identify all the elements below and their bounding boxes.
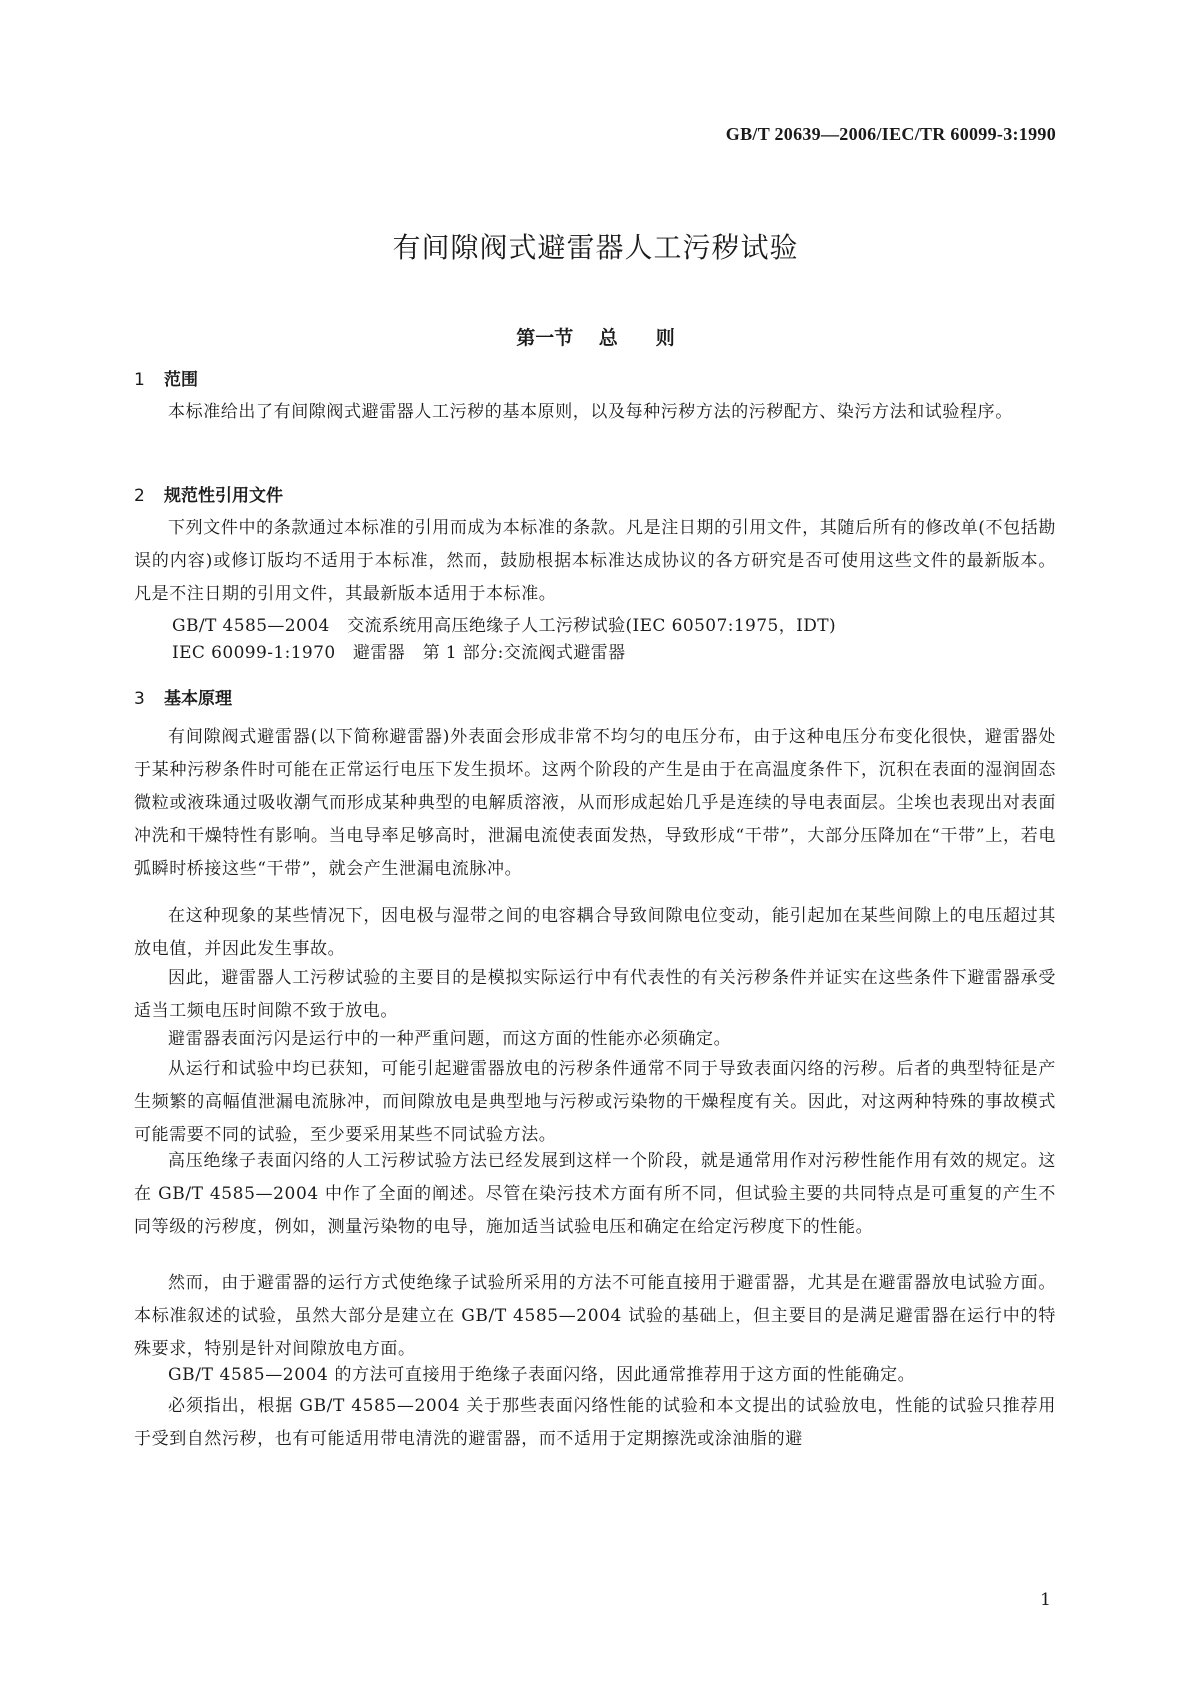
paragraph: GB/T 4585—2004 的方法可直接用于绝缘子表面闪络，因此通常推荐用于这方面的性能确定。 [168, 1365, 916, 1385]
paragraph: 必须指出，根据 GB/T 4585—2004 关于那些表面闪络性能的试验和本文提出的试验放电，性能的试验只推荐用于受到自然污秽，也有可能适用带电清洗的避雷器，而不适用于定期擦洗或涂油脂的避 [134, 1396, 1056, 1449]
reference-item: IEC 60099-1:1970 避雷器 第 1 部分:交流阀式避雷器 [172, 643, 626, 663]
paragraph: 本标准给出了有间隙阀式避雷器人工污秽的基本原则，以及每种污秽方法的污秽配方、染污方法和试验程序。 [168, 402, 1013, 422]
clause-title: 范围 [164, 370, 198, 390]
page-number: 1 [1040, 1590, 1051, 1610]
clause-number: 2 [134, 486, 145, 506]
document-title: 有间隙阀式避雷器人工污秽试验 [392, 231, 799, 264]
clause-heading-basic-principles [134, 684, 232, 709]
paragraph: 高压绝缘子表面闪络的人工污秽试验方法已经发展到这样一个阶段，就是通常用作对污秽性能作用有效的规定。这在 GB/T 4585—2004 中作了全面的阐述。尽管在染污技术方面有所不同，但试验主要的共同特点是可重复的产生不同等级的污秽度，例如，测量污染物的电导，施加适当试验电压和确定在给定污秽度下的性能。 [134, 1151, 1056, 1237]
clause-number: 1 [134, 370, 145, 390]
reference-item: GB/T 4585—2004 交流系统用高压绝缘子人工污秽试验(IEC 60507:1975，IDT) [172, 616, 837, 636]
clause-number: 3 [134, 689, 145, 709]
clause-heading-normative-references [134, 481, 283, 506]
paragraph: 然而，由于避雷器的运行方式使绝缘子试验所采用的方法不可能直接用于避雷器，尤其是在避雷器放电试验方面。本标准叙述的试验，虽然大部分是建立在 GB/T 4585—2004 试验的基础上，但主要目的是满足避雷器在运行中的特殊要求，特别是针对间隙放电方面。 [134, 1273, 1056, 1359]
paragraph: 有间隙阀式避雷器(以下简称避雷器)外表面会形成非常不均匀的电压分布，由于这种电压分布变化很快，避雷器处于某种污秽条件时可能在正常运行电压下发生损坏。这两个阶段的产生是由于在高温度条件下，沉积在表面的湿润固态微粒或液珠通过吸收潮气而形成某种典型的电解质溶液，从而形成起始几乎是连续的导电表面层。尘埃也表现出对表面冲洗和干燥特性有影响。当电导率足够高时，泄漏电流使表面发热，导致形成“干带”，大部分压降加在“干带”上，若电弧瞬时桥接这些“干带”，就会产生泄漏电流脉冲。 [134, 727, 1056, 879]
paragraph: 在这种现象的某些情况下，因电极与湿带之间的电容耦合导致间隙电位变动，能引起加在某些间隙上的电压超过其放电值，并因此发生事故。 [134, 906, 1056, 959]
section-heading: 第一节 总 则 [516, 327, 675, 349]
standard-number: GB/T 20639—2006/IEC/TR 60099-3:1990 [725, 124, 1056, 144]
clause-title: 规范性引用文件 [164, 486, 283, 506]
clause-heading-scope [134, 365, 198, 390]
paragraph: 下列文件中的条款通过本标准的引用而成为本标准的条款。凡是注日期的引用文件，其随后所有的修改单(不包括勘误的内容)或修订版均不适用于本标准，然而，鼓励根据本标准达成协议的各方研究是否可使用这些文件的最新版本。凡是不注日期的引用文件，其最新版本适用于本标准。 [134, 518, 1056, 604]
paragraph: 从运行和试验中均已获知，可能引起避雷器放电的污秽条件通常不同于导致表面闪络的污秽。后者的典型特征是产生频繁的高幅值泄漏电流脉冲，而间隙放电是典型地与污秽或污染物的干燥程度有关。因此，对这两种特殊的事故模式可能需要不同的试验，至少要采用某些不同试验方法。 [134, 1059, 1056, 1145]
paragraph: 避雷器表面污闪是运行中的一种严重问题，而这方面的性能亦必须确定。 [168, 1029, 732, 1049]
clause-title: 基本原理 [164, 689, 232, 709]
paragraph: 因此，避雷器人工污秽试验的主要目的是模拟实际运行中有代表性的有关污秽条件并证实在这些条件下避雷器承受适当工频电压时间隙不致于放电。 [134, 968, 1056, 1021]
